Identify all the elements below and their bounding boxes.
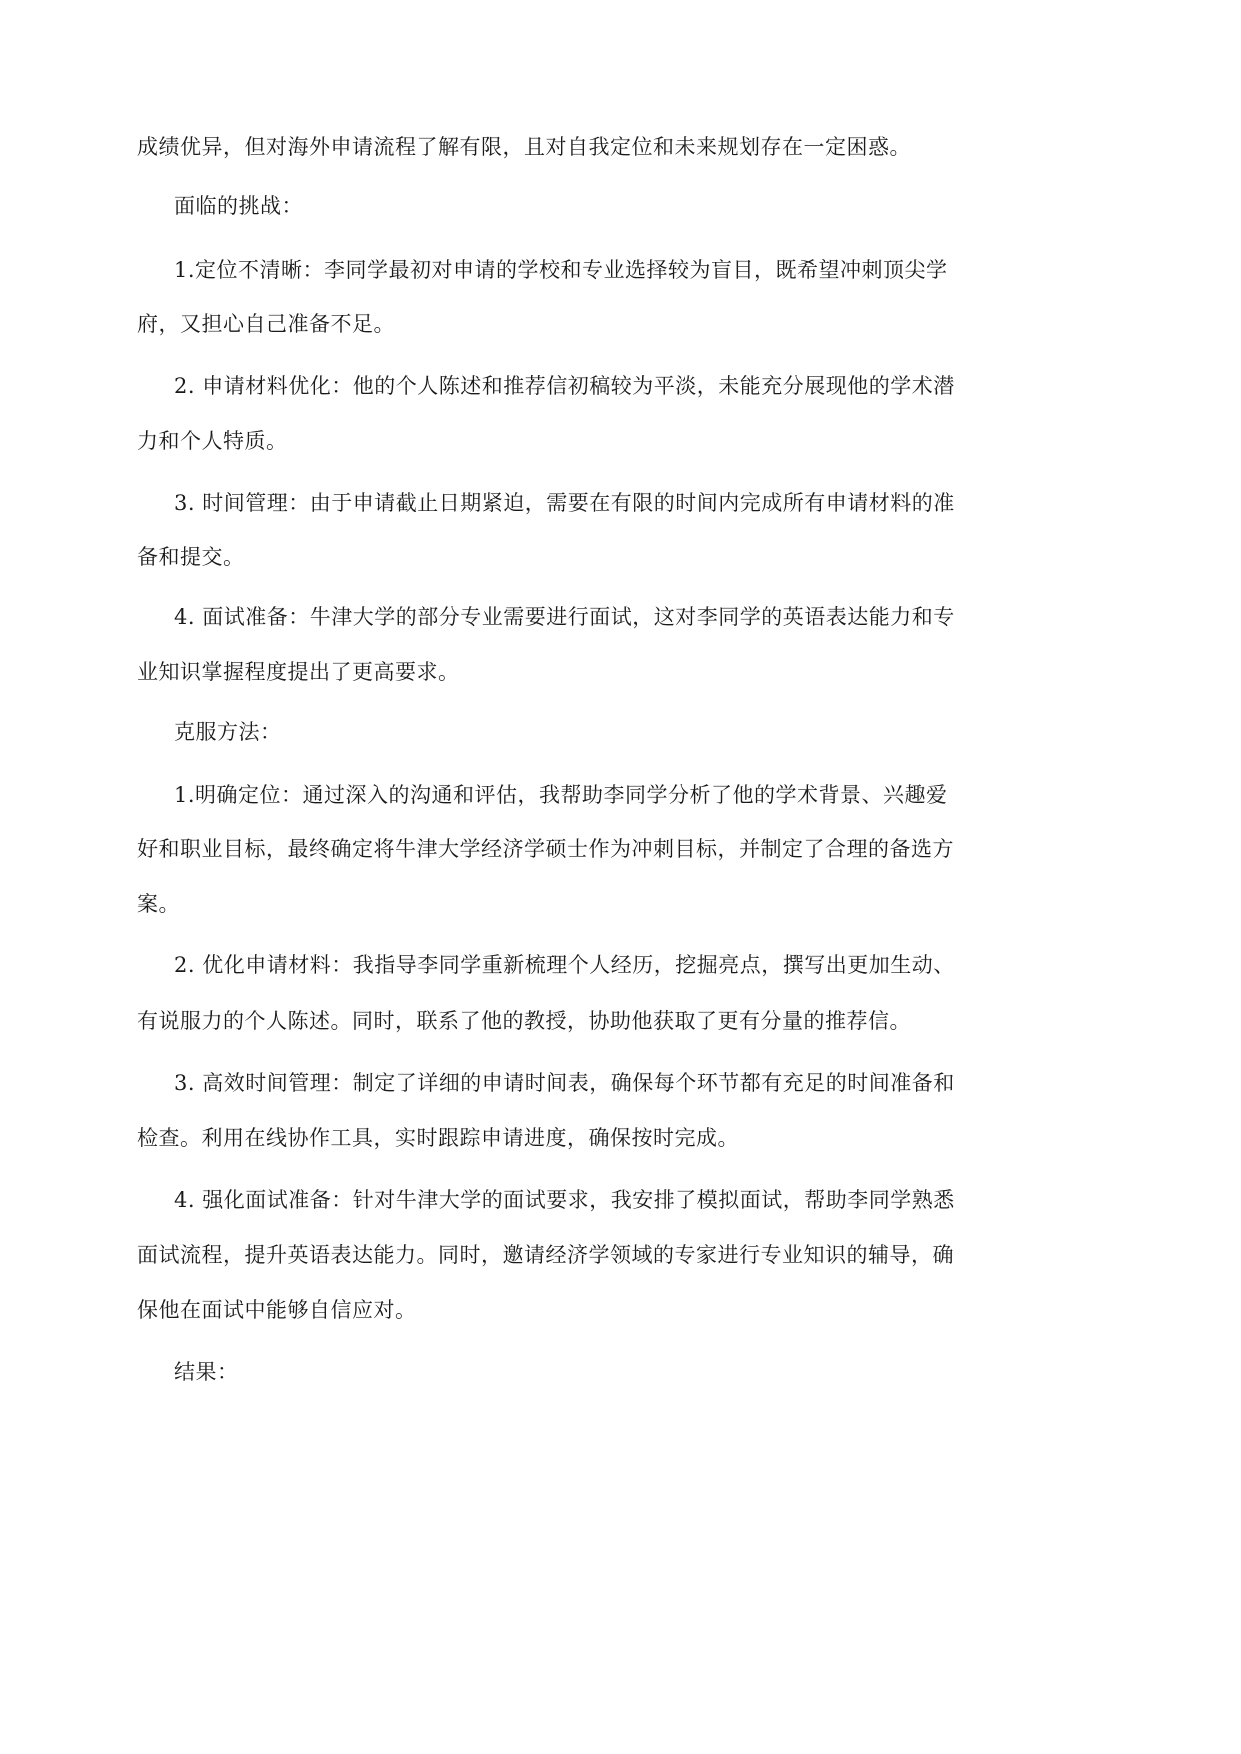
challenge-4-line-1: 4. 面试准备：牛津大学的部分专业需要进行面试，这对李同学的英语表达能力和专 [174,605,955,629]
method-2-line-2: 有说服力的个人陈述。同时，联系了他的教授，协助他获取了更有分量的推荐信。 [137,1009,911,1033]
challenge-1-line-1: 1.定位不清晰：李同学最初对申请的学校和专业选择较为盲目，既希望冲刺顶尖学 [174,258,948,282]
heading-methods: 克服方法： [174,720,282,744]
heading-results: 结果： [174,1360,239,1384]
challenge-4-line-2: 业知识掌握程度提出了更高要求。 [137,660,460,684]
method-1-line-3: 案。 [137,892,180,916]
challenge-1-line-2: 府，又担心自己准备不足。 [137,312,395,336]
method-3-line-1: 3. 高效时间管理：制定了详细的申请时间表，确保每个环节都有充足的时间准备和 [174,1071,955,1095]
challenge-2-line-1: 2. 申请材料优化：他的个人陈述和推荐信初稿较为平淡，未能充分展现他的学术潜 [174,374,955,398]
challenge-2-line-2: 力和个人特质。 [137,429,288,453]
challenge-3-line-2: 备和提交。 [137,545,245,569]
heading-challenges: 面临的挑战： [174,194,303,218]
method-4-line-3: 保他在面试中能够自信应对。 [137,1298,417,1322]
method-1-line-2: 好和职业目标，最终确定将牛津大学经济学硕士作为冲刺目标，并制定了合理的备选方 [137,837,954,861]
method-3-line-2: 检查。利用在线协作工具，实时跟踪申请进度，确保按时完成。 [137,1126,739,1150]
paragraph-intro-continued: 成绩优异，但对海外申请流程了解有限，且对自我定位和未来规划存在一定困惑。 [137,135,911,159]
method-4-line-1: 4. 强化面试准备：针对牛津大学的面试要求，我安排了模拟面试，帮助李同学熟悉 [174,1188,955,1212]
challenge-3-line-1: 3. 时间管理：由于申请截止日期紧迫，需要在有限的时间内完成所有申请材料的准 [174,491,955,515]
method-1-line-1: 1.明确定位：通过深入的沟通和评估，我帮助李同学分析了他的学术背景、兴趣爱 [174,783,948,807]
method-4-line-2: 面试流程，提升英语表达能力。同时，邀请经济学领域的专家进行专业知识的辅导，确 [137,1243,954,1267]
method-2-line-1: 2. 优化申请材料：我指导李同学重新梳理个人经历，挖掘亮点，撰写出更加生动、 [174,953,955,977]
